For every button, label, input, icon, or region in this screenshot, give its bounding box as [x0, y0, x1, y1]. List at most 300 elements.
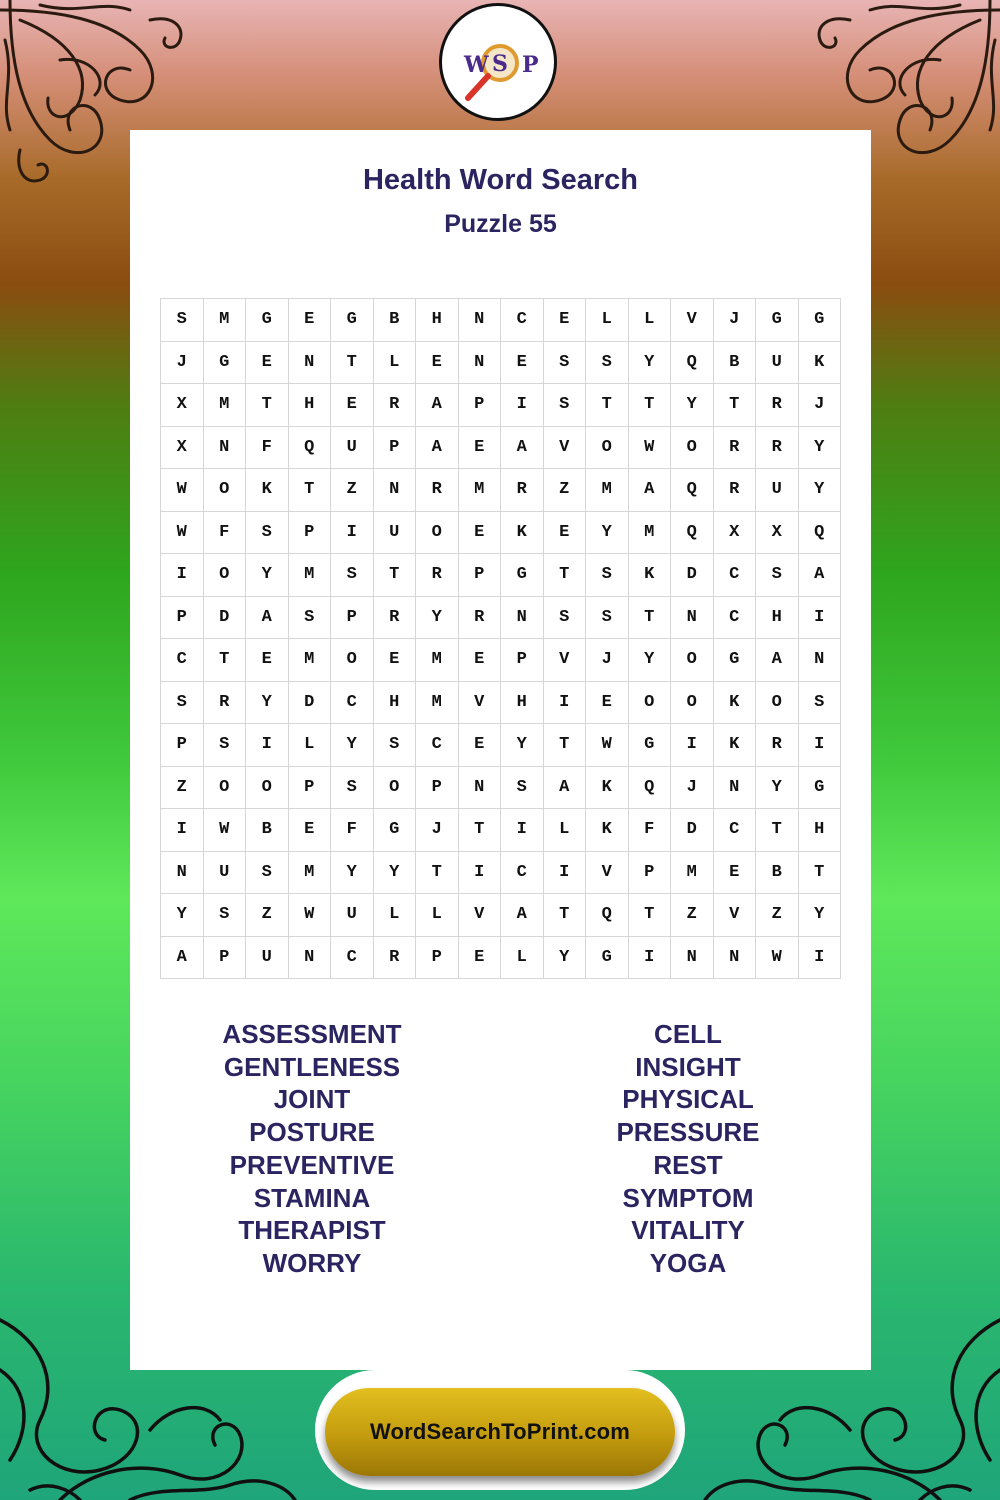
site-logo[interactable] — [439, 3, 557, 121]
grid-cell[interactable]: C — [331, 936, 374, 979]
grid-row — [161, 511, 841, 554]
grid-cell[interactable]: A — [161, 936, 204, 979]
grid-cell[interactable]: O — [203, 554, 246, 597]
grid-cell[interactable]: C — [501, 299, 544, 342]
grid-cell[interactable]: S — [798, 681, 841, 724]
grid-cell[interactable]: Q — [586, 894, 629, 937]
grid-cell[interactable]: M — [288, 554, 331, 597]
grid-cell[interactable]: U — [331, 426, 374, 469]
grid-cell[interactable]: N — [671, 936, 714, 979]
grid-cell[interactable]: N — [288, 341, 331, 384]
grid-cell[interactable]: J — [713, 299, 756, 342]
grid-cell[interactable]: T — [331, 341, 374, 384]
grid-cell[interactable]: F — [628, 809, 671, 852]
grid-cell[interactable]: W — [628, 426, 671, 469]
footer-badge — [315, 1370, 685, 1490]
letter-grid — [160, 298, 841, 979]
grid-cell[interactable]: T — [628, 596, 671, 639]
grid-cell[interactable]: Y — [246, 554, 289, 597]
grid-cell[interactable]: C — [416, 724, 459, 767]
grid-cell[interactable]: U — [331, 894, 374, 937]
grid-cell[interactable]: O — [671, 681, 714, 724]
grid-cell[interactable]: N — [713, 936, 756, 979]
word-list-item: PRESSURE — [616, 1117, 760, 1148]
word-list-right — [508, 1018, 868, 1280]
grid-cell[interactable]: G — [203, 341, 246, 384]
grid-cell[interactable]: H — [416, 299, 459, 342]
grid-cell[interactable]: O — [373, 766, 416, 809]
grid-cell[interactable]: A — [543, 766, 586, 809]
word-list-item: THERAPIST — [238, 1215, 386, 1246]
grid-cell[interactable]: K — [246, 469, 289, 512]
grid-cell[interactable]: E — [586, 681, 629, 724]
grid-cell[interactable]: C — [713, 596, 756, 639]
grid-cell[interactable]: S — [586, 596, 629, 639]
grid-cell[interactable]: E — [543, 299, 586, 342]
grid-cell[interactable]: P — [501, 639, 544, 682]
grid-cell[interactable]: I — [161, 809, 204, 852]
word-list-item: ASSESSMENT — [222, 1019, 402, 1049]
grid-cell[interactable]: Y — [331, 851, 374, 894]
grid-cell[interactable]: Q — [288, 426, 331, 469]
grid-cell[interactable]: W — [288, 894, 331, 937]
grid-cell[interactable]: S — [331, 766, 374, 809]
page-title: Health Word Search — [362, 164, 639, 196]
grid-cell[interactable]: O — [586, 426, 629, 469]
grid-cell[interactable]: R — [713, 469, 756, 512]
svg-text:P: P — [522, 52, 539, 78]
grid-cell[interactable]: C — [713, 809, 756, 852]
grid-cell[interactable]: L — [543, 809, 586, 852]
grid-cell[interactable]: T — [246, 384, 289, 427]
grid-cell[interactable]: M — [586, 469, 629, 512]
grid-cell[interactable]: L — [373, 341, 416, 384]
grid-cell[interactable]: Y — [798, 426, 841, 469]
grid-cell[interactable]: A — [416, 384, 459, 427]
grid-cell[interactable]: C — [713, 554, 756, 597]
grid-cell[interactable]: H — [501, 681, 544, 724]
grid-cell[interactable]: E — [416, 341, 459, 384]
grid-cell[interactable]: W — [161, 511, 204, 554]
grid-cell[interactable]: Y — [373, 851, 416, 894]
grid-cell[interactable]: J — [586, 639, 629, 682]
grid-cell[interactable]: S — [543, 341, 586, 384]
grid-cell[interactable]: W — [586, 724, 629, 767]
grid-cell[interactable]: N — [713, 766, 756, 809]
grid-cell[interactable]: I — [671, 724, 714, 767]
grid-cell[interactable]: Q — [671, 511, 714, 554]
grid-cell[interactable]: L — [416, 894, 459, 937]
grid-cell[interactable]: S — [756, 554, 799, 597]
grid-cell[interactable]: S — [543, 596, 586, 639]
grid-cell[interactable]: A — [501, 894, 544, 937]
grid-cell[interactable]: E — [501, 341, 544, 384]
grid-cell[interactable]: N — [161, 851, 204, 894]
grid-cell[interactable]: O — [416, 511, 459, 554]
grid-cell[interactable]: D — [671, 809, 714, 852]
grid-cell[interactable]: N — [203, 426, 246, 469]
word-list-left — [132, 1018, 492, 1280]
grid-cell[interactable]: R — [373, 596, 416, 639]
grid-cell[interactable]: T — [628, 894, 671, 937]
word-list-item: WORRY — [262, 1247, 362, 1278]
grid-cell[interactable]: R — [373, 936, 416, 979]
grid-cell[interactable]: I — [798, 596, 841, 639]
grid-cell[interactable]: S — [586, 341, 629, 384]
puzzle-number: Puzzle 55 — [444, 210, 557, 238]
grid-cell[interactable]: M — [203, 384, 246, 427]
grid-cell[interactable]: Y — [756, 766, 799, 809]
grid-cell[interactable]: K — [798, 341, 841, 384]
site-link-label: WordSearchToPrint.com — [369, 1419, 631, 1444]
grid-cell[interactable]: L — [373, 894, 416, 937]
grid-cell[interactable]: O — [331, 639, 374, 682]
grid-cell[interactable]: B — [373, 299, 416, 342]
grid-cell[interactable]: L — [628, 299, 671, 342]
grid-cell[interactable]: L — [586, 299, 629, 342]
grid-cell[interactable]: I — [246, 724, 289, 767]
grid-cell[interactable]: P — [373, 426, 416, 469]
word-list-item: YOGA — [649, 1247, 727, 1278]
word-list-item: VITALITY — [631, 1215, 745, 1246]
word-list-item: INSIGHT — [635, 1051, 741, 1082]
grid-cell[interactable]: U — [756, 469, 799, 512]
grid-cell[interactable]: W — [203, 809, 246, 852]
grid-cell[interactable]: G — [586, 936, 629, 979]
grid-cell[interactable]: Y — [628, 341, 671, 384]
grid-cell[interactable]: S — [203, 724, 246, 767]
grid-row — [161, 936, 841, 979]
grid-cell[interactable]: E — [288, 299, 331, 342]
grid-row — [161, 596, 841, 639]
grid-cell[interactable]: L — [288, 724, 331, 767]
grid-row — [161, 809, 841, 852]
grid-cell[interactable]: W — [756, 936, 799, 979]
grid-cell[interactable]: M — [203, 299, 246, 342]
grid-cell[interactable]: O — [246, 766, 289, 809]
grid-cell[interactable]: P — [416, 936, 459, 979]
grid-cell[interactable]: G — [628, 724, 671, 767]
grid-cell[interactable]: O — [671, 639, 714, 682]
grid-cell[interactable]: Y — [161, 894, 204, 937]
grid-cell[interactable]: T — [798, 851, 841, 894]
grid-cell[interactable]: Q — [671, 341, 714, 384]
grid-cell[interactable]: M — [288, 639, 331, 682]
grid-cell[interactable]: Y — [416, 596, 459, 639]
grid-cell[interactable]: S — [501, 766, 544, 809]
word-list-item: SYMPTOM — [622, 1182, 754, 1213]
grid-cell[interactable]: G — [246, 299, 289, 342]
grid-cell[interactable]: Y — [798, 469, 841, 512]
grid-row — [161, 681, 841, 724]
grid-cell[interactable]: V — [458, 681, 501, 724]
grid-cell[interactable]: O — [203, 766, 246, 809]
grid-cell[interactable]: H — [798, 809, 841, 852]
grid-cell[interactable]: P — [458, 554, 501, 597]
grid-cell[interactable]: R — [756, 724, 799, 767]
grid-cell[interactable]: N — [501, 596, 544, 639]
grid-cell[interactable]: R — [713, 426, 756, 469]
grid-cell[interactable]: I — [543, 681, 586, 724]
grid-cell[interactable]: E — [458, 936, 501, 979]
grid-cell[interactable]: T — [713, 384, 756, 427]
grid-cell[interactable]: T — [203, 639, 246, 682]
grid-cell[interactable]: Y — [543, 936, 586, 979]
grid-cell[interactable]: T — [628, 384, 671, 427]
grid-cell[interactable]: S — [246, 851, 289, 894]
grid-cell[interactable]: V — [458, 894, 501, 937]
grid-cell[interactable]: M — [458, 469, 501, 512]
grid-cell[interactable]: H — [288, 384, 331, 427]
grid-cell[interactable]: R — [458, 596, 501, 639]
grid-cell[interactable]: K — [713, 681, 756, 724]
grid-row — [161, 724, 841, 767]
grid-cell[interactable]: M — [671, 851, 714, 894]
grid-cell[interactable]: M — [288, 851, 331, 894]
grid-cell[interactable]: K — [586, 809, 629, 852]
grid-cell[interactable]: Z — [543, 469, 586, 512]
grid-cell[interactable]: X — [161, 384, 204, 427]
grid-cell[interactable]: T — [288, 469, 331, 512]
grid-cell[interactable]: I — [501, 809, 544, 852]
grid-cell[interactable]: O — [628, 681, 671, 724]
grid-cell[interactable]: E — [458, 639, 501, 682]
grid-cell[interactable]: M — [416, 639, 459, 682]
grid-cell[interactable]: Z — [331, 469, 374, 512]
grid-cell[interactable]: P — [288, 766, 331, 809]
grid-cell[interactable]: B — [756, 851, 799, 894]
grid-cell[interactable]: A — [628, 469, 671, 512]
grid-cell[interactable]: H — [373, 681, 416, 724]
grid-cell[interactable]: S — [288, 596, 331, 639]
grid-cell[interactable]: Y — [628, 639, 671, 682]
grid-cell[interactable]: P — [628, 851, 671, 894]
grid-cell[interactable]: I — [628, 936, 671, 979]
svg-text:W: W — [464, 52, 489, 78]
grid-cell[interactable]: D — [203, 596, 246, 639]
grid-cell[interactable]: S — [543, 384, 586, 427]
grid-cell[interactable]: Y — [798, 894, 841, 937]
grid-cell[interactable]: V — [713, 894, 756, 937]
grid-cell[interactable]: J — [161, 341, 204, 384]
wsp-logo-icon — [442, 6, 554, 118]
grid-cell[interactable]: K — [713, 724, 756, 767]
grid-cell[interactable]: T — [458, 809, 501, 852]
word-list-item: POSTURE — [249, 1117, 375, 1148]
grid-cell[interactable]: B — [246, 809, 289, 852]
grid-cell[interactable]: E — [713, 851, 756, 894]
grid-cell[interactable]: X — [161, 426, 204, 469]
grid-cell[interactable]: Q — [798, 511, 841, 554]
grid-cell[interactable]: N — [798, 639, 841, 682]
grid-cell[interactable]: K — [501, 511, 544, 554]
grid-cell[interactable]: G — [331, 299, 374, 342]
grid-cell[interactable]: Z — [161, 766, 204, 809]
grid-cell[interactable]: P — [331, 596, 374, 639]
grid-row — [161, 766, 841, 809]
grid-cell[interactable]: M — [416, 681, 459, 724]
grid-cell[interactable]: T — [543, 554, 586, 597]
grid-row — [161, 469, 841, 512]
grid-cell[interactable]: S — [161, 681, 204, 724]
grid-cell[interactable]: V — [543, 426, 586, 469]
grid-cell[interactable]: I — [798, 936, 841, 979]
grid-cell[interactable]: G — [373, 809, 416, 852]
grid-cell[interactable]: Z — [671, 894, 714, 937]
grid-cell[interactable]: E — [246, 639, 289, 682]
grid-cell[interactable]: T — [373, 554, 416, 597]
grid-cell[interactable]: P — [416, 766, 459, 809]
grid-cell[interactable]: G — [756, 299, 799, 342]
grid-cell[interactable]: U — [756, 341, 799, 384]
grid-row — [161, 341, 841, 384]
grid-cell[interactable]: P — [161, 596, 204, 639]
grid-cell[interactable]: A — [501, 426, 544, 469]
grid-cell[interactable]: Y — [246, 681, 289, 724]
grid-cell[interactable]: J — [798, 384, 841, 427]
grid-cell[interactable]: N — [288, 936, 331, 979]
grid-cell[interactable]: V — [543, 639, 586, 682]
grid-cell[interactable]: I — [543, 851, 586, 894]
grid-cell[interactable]: Y — [501, 724, 544, 767]
grid-cell[interactable]: T — [586, 384, 629, 427]
grid-cell[interactable]: I — [798, 724, 841, 767]
word-list-item: JOINT — [273, 1084, 351, 1115]
grid-cell[interactable]: R — [756, 426, 799, 469]
grid-cell[interactable]: A — [798, 554, 841, 597]
grid-cell[interactable]: T — [543, 894, 586, 937]
grid-cell[interactable]: T — [416, 851, 459, 894]
grid-cell[interactable]: L — [501, 936, 544, 979]
grid-cell[interactable]: X — [756, 511, 799, 554]
grid-cell[interactable]: B — [713, 341, 756, 384]
grid-cell[interactable]: E — [288, 809, 331, 852]
grid-cell[interactable]: N — [458, 299, 501, 342]
grid-cell[interactable]: H — [756, 596, 799, 639]
grid-cell[interactable]: R — [416, 469, 459, 512]
grid-cell[interactable]: N — [458, 341, 501, 384]
grid-cell[interactable]: G — [501, 554, 544, 597]
grid-cell[interactable]: P — [288, 511, 331, 554]
grid-row — [161, 851, 841, 894]
grid-cell[interactable]: R — [203, 681, 246, 724]
grid-cell[interactable]: K — [628, 554, 671, 597]
grid-cell[interactable]: I — [331, 511, 374, 554]
grid-cell[interactable]: C — [331, 681, 374, 724]
grid-cell[interactable]: I — [161, 554, 204, 597]
grid-cell[interactable]: C — [501, 851, 544, 894]
grid-cell[interactable]: I — [458, 851, 501, 894]
grid-cell[interactable]: E — [458, 724, 501, 767]
grid-cell[interactable]: W — [161, 469, 204, 512]
grid-row — [161, 894, 841, 937]
grid-cell[interactable]: F — [246, 426, 289, 469]
grid-row — [161, 639, 841, 682]
grid-cell[interactable]: V — [671, 299, 714, 342]
grid-cell[interactable]: G — [798, 299, 841, 342]
grid-cell[interactable]: S — [161, 299, 204, 342]
grid-cell[interactable]: E — [543, 511, 586, 554]
grid-cell[interactable]: Z — [756, 894, 799, 937]
word-list-item: STAMINA — [253, 1182, 371, 1213]
grid-cell[interactable]: S — [331, 554, 374, 597]
grid-cell[interactable]: O — [756, 681, 799, 724]
grid-cell[interactable]: P — [203, 936, 246, 979]
grid-cell[interactable]: J — [416, 809, 459, 852]
grid-cell[interactable]: Q — [628, 766, 671, 809]
word-list-item: PREVENTIVE — [229, 1149, 395, 1180]
grid-cell[interactable]: Y — [331, 724, 374, 767]
grid-cell[interactable]: F — [203, 511, 246, 554]
word-list-item: PHYSICAL — [622, 1084, 754, 1115]
grid-cell[interactable]: S — [246, 511, 289, 554]
grid-cell[interactable]: D — [671, 554, 714, 597]
grid-cell[interactable]: E — [458, 511, 501, 554]
grid-cell[interactable]: R — [373, 384, 416, 427]
word-list-item: CELL — [654, 1019, 722, 1049]
grid-cell[interactable]: E — [331, 384, 374, 427]
grid-cell[interactable]: R — [501, 469, 544, 512]
grid-cell[interactable]: A — [416, 426, 459, 469]
grid-row — [161, 299, 841, 342]
grid-cell[interactable]: T — [543, 724, 586, 767]
grid-cell[interactable]: A — [756, 639, 799, 682]
grid-row — [161, 554, 841, 597]
grid-cell[interactable]: G — [798, 766, 841, 809]
word-list-item: REST — [653, 1149, 723, 1180]
grid-cell[interactable]: Z — [246, 894, 289, 937]
grid-cell[interactable]: P — [458, 384, 501, 427]
grid-cell[interactable]: V — [586, 851, 629, 894]
svg-text:S: S — [492, 51, 508, 77]
grid-cell[interactable]: S — [203, 894, 246, 937]
grid-cell[interactable]: G — [713, 639, 756, 682]
grid-cell[interactable]: A — [246, 596, 289, 639]
grid-cell[interactable]: Y — [671, 384, 714, 427]
grid-cell[interactable]: R — [756, 384, 799, 427]
grid-cell[interactable]: S — [373, 724, 416, 767]
grid-cell[interactable]: I — [501, 384, 544, 427]
grid-cell[interactable]: U — [373, 511, 416, 554]
grid-cell[interactable]: R — [416, 554, 459, 597]
grid-cell[interactable]: P — [161, 724, 204, 767]
grid-cell[interactable]: U — [203, 851, 246, 894]
grid-cell[interactable]: U — [246, 936, 289, 979]
grid-cell[interactable]: C — [161, 639, 204, 682]
grid-cell[interactable]: O — [203, 469, 246, 512]
grid-cell[interactable]: E — [246, 341, 289, 384]
site-link-button[interactable] — [325, 1388, 675, 1476]
word-list-item: GENTLENESS — [223, 1051, 401, 1082]
grid-cell[interactable]: J — [671, 766, 714, 809]
grid-cell[interactable]: X — [713, 511, 756, 554]
grid-cell[interactable]: N — [671, 596, 714, 639]
grid-cell[interactable]: T — [756, 809, 799, 852]
grid-row — [161, 426, 841, 469]
grid-cell[interactable]: D — [288, 681, 331, 724]
grid-cell[interactable]: N — [373, 469, 416, 512]
grid-cell[interactable]: Q — [671, 469, 714, 512]
grid-cell[interactable]: M — [628, 511, 671, 554]
grid-cell[interactable]: Y — [586, 511, 629, 554]
grid-cell[interactable]: N — [458, 766, 501, 809]
grid-cell[interactable]: K — [586, 766, 629, 809]
grid-cell[interactable]: O — [671, 426, 714, 469]
grid-cell[interactable]: E — [458, 426, 501, 469]
grid-cell[interactable]: E — [373, 639, 416, 682]
grid-cell[interactable]: S — [586, 554, 629, 597]
grid-cell[interactable]: F — [331, 809, 374, 852]
